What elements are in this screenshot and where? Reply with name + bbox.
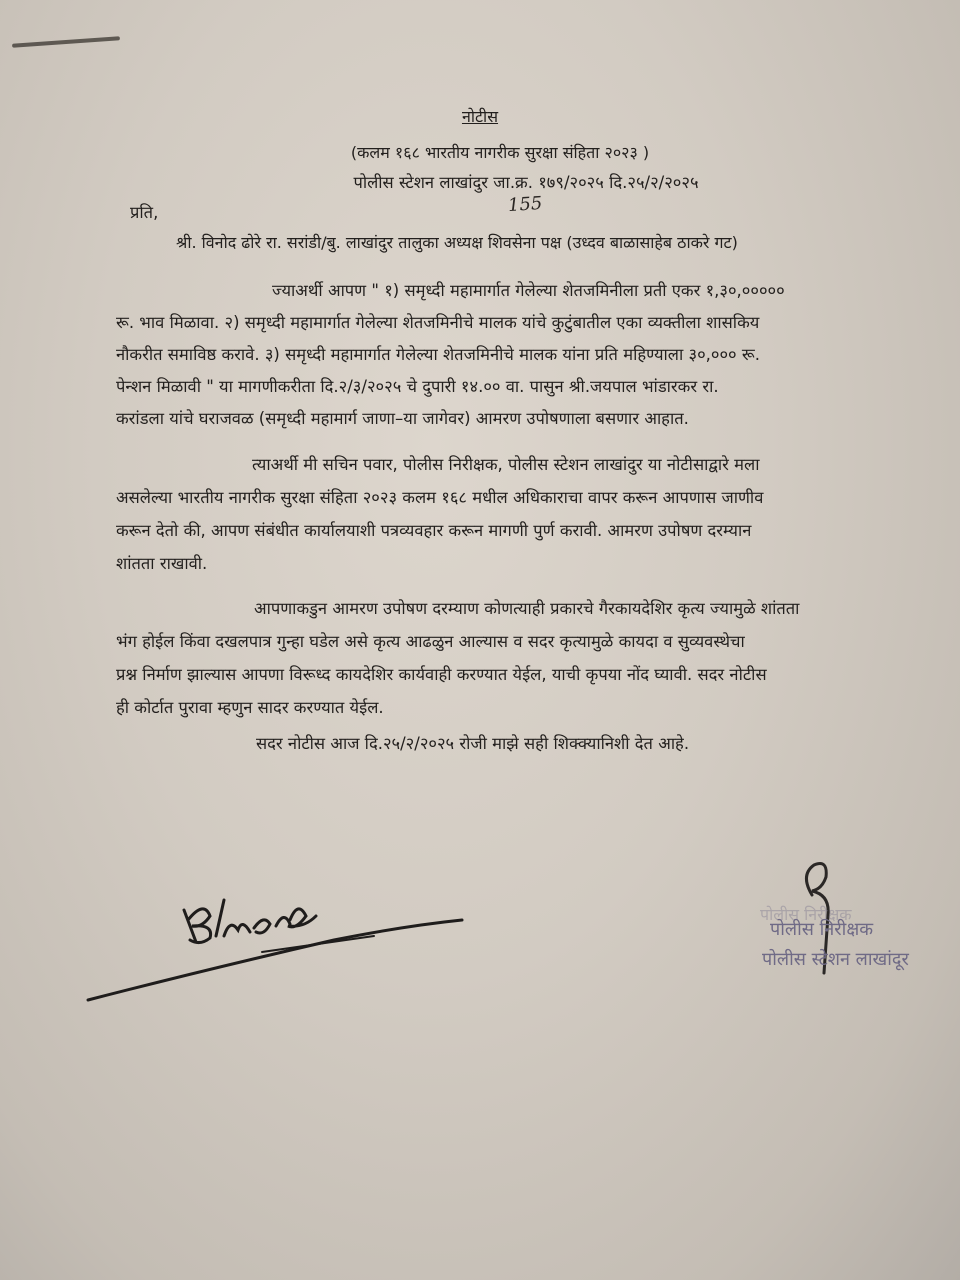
para3-line-1: आपणाकडुन आमरण उपोषण दरम्याण कोणत्याही प्रकारचे गैरकायदेशिर कृत्य ज्यामुळे शांतता [254, 599, 800, 618]
para3-line-3: प्रश्न निर्माण झाल्यास आपणा विरूध्द कायदेशिर कार्यवाही करण्यात येईल, याची कृपया नोंद घ्यावी. सदर नोटीस [116, 665, 767, 684]
official-stamp [730, 855, 960, 985]
para2-line-1: त्याअर्थी मी सचिन पवार, पोलीस निरीक्षक, पोलीस स्टेशन लाखांदुर या नोटीसाद्वारे मला [252, 455, 760, 474]
para3-line-4: ही कोर्टात पुरावा म्हणुन सादर करण्यात येईल. [116, 698, 384, 717]
notice-title: नोटीस [461, 107, 499, 126]
para2-line-4: शांतता राखावी. [116, 554, 208, 573]
para1-line-4: पेन्शन मिळावी " या मागणीकरीता दि.२/३/२०२५ चे दुपारी १४.०० वा. पासुन श्री.जयपाल भांडारकर रा. [116, 377, 719, 396]
para2-line-3: करून देतो की, आपण संबंधीत कार्यालयाशी पत्रव्यवहार करून मागणी पुर्ण करावी. आमरण उपोषण दरम्यान [116, 521, 752, 540]
notice-subtitle: (कलम १६८ भारतीय नागरीक सुरक्षा संहिता २०२३ ) [350, 143, 650, 162]
addressee-line: श्री. विनोद ढोरे रा. सरांडी/बु. लाखांदुर तालुका अध्यक्ष शिवसेना पक्ष (उध्दव बाळासाहेब ठाकरे गट) [176, 233, 738, 252]
closing-line: सदर नोटीस आज दि.२५/२/२०२५ रोजी माझे सही शिक्क्यानिशी देत आहे. [256, 734, 690, 753]
stamp-faint-line: पोलीस निरीक्षक [760, 905, 852, 924]
stamp-station: पोलीस स्टेशन लाखांदूर [762, 949, 909, 970]
stamp-designation: पोलीस निरीक्षक [770, 919, 874, 940]
para2-line-2: असलेल्या भारतीय नागरीक सुरक्षा संहिता २०२३ कलम १६८ मधील अधिकाराचा वापर करून आपणास जाणीव [116, 488, 764, 507]
stray-pen-mark [12, 36, 120, 48]
recipient-prefix: प्रति, [130, 203, 159, 222]
para1-line-2: रू. भाव मिळावा. २) समृध्दी महामार्गात गेलेल्या शेतजमिनीचे मालक यांचे कुटुंबातील एका व्यक्तीला शासकिय [116, 313, 760, 332]
para1-line-1: ज्याअर्थी आपण " १) समृध्दी महामार्गात गेलेल्या शेतजमिनीला प्रती एकर १,३०,००००० [272, 281, 785, 300]
para3-line-2: भंग होईल किंवा दखलपात्र गुन्हा घडेल असे कृत्य आढळुन आल्यास व सदर कृत्यामुळे कायदा व सुव्यवस्थेचा [116, 632, 745, 651]
recipient-signature [84, 880, 484, 1010]
para1-line-5: करांडला यांचे घराजवळ (समृध्दी महामार्ग जाणा–या जागेवर) आमरण उपोषणाला बसणार आहात. [116, 409, 689, 428]
handwritten-reference-number: 155 [507, 192, 544, 217]
para1-line-3: नौकरीत समाविष्ठ करावे. ३) समृध्दी महामार्गात गेलेल्या शेतजमिनीचे मालक यांना प्रति महिण्याला ३०,००० रू. [116, 345, 760, 364]
reference-line: पोलीस स्टेशन लाखांदुर जा.क्र. १७९/२०२५ दि.२५/२/२०२५ [353, 173, 699, 192]
